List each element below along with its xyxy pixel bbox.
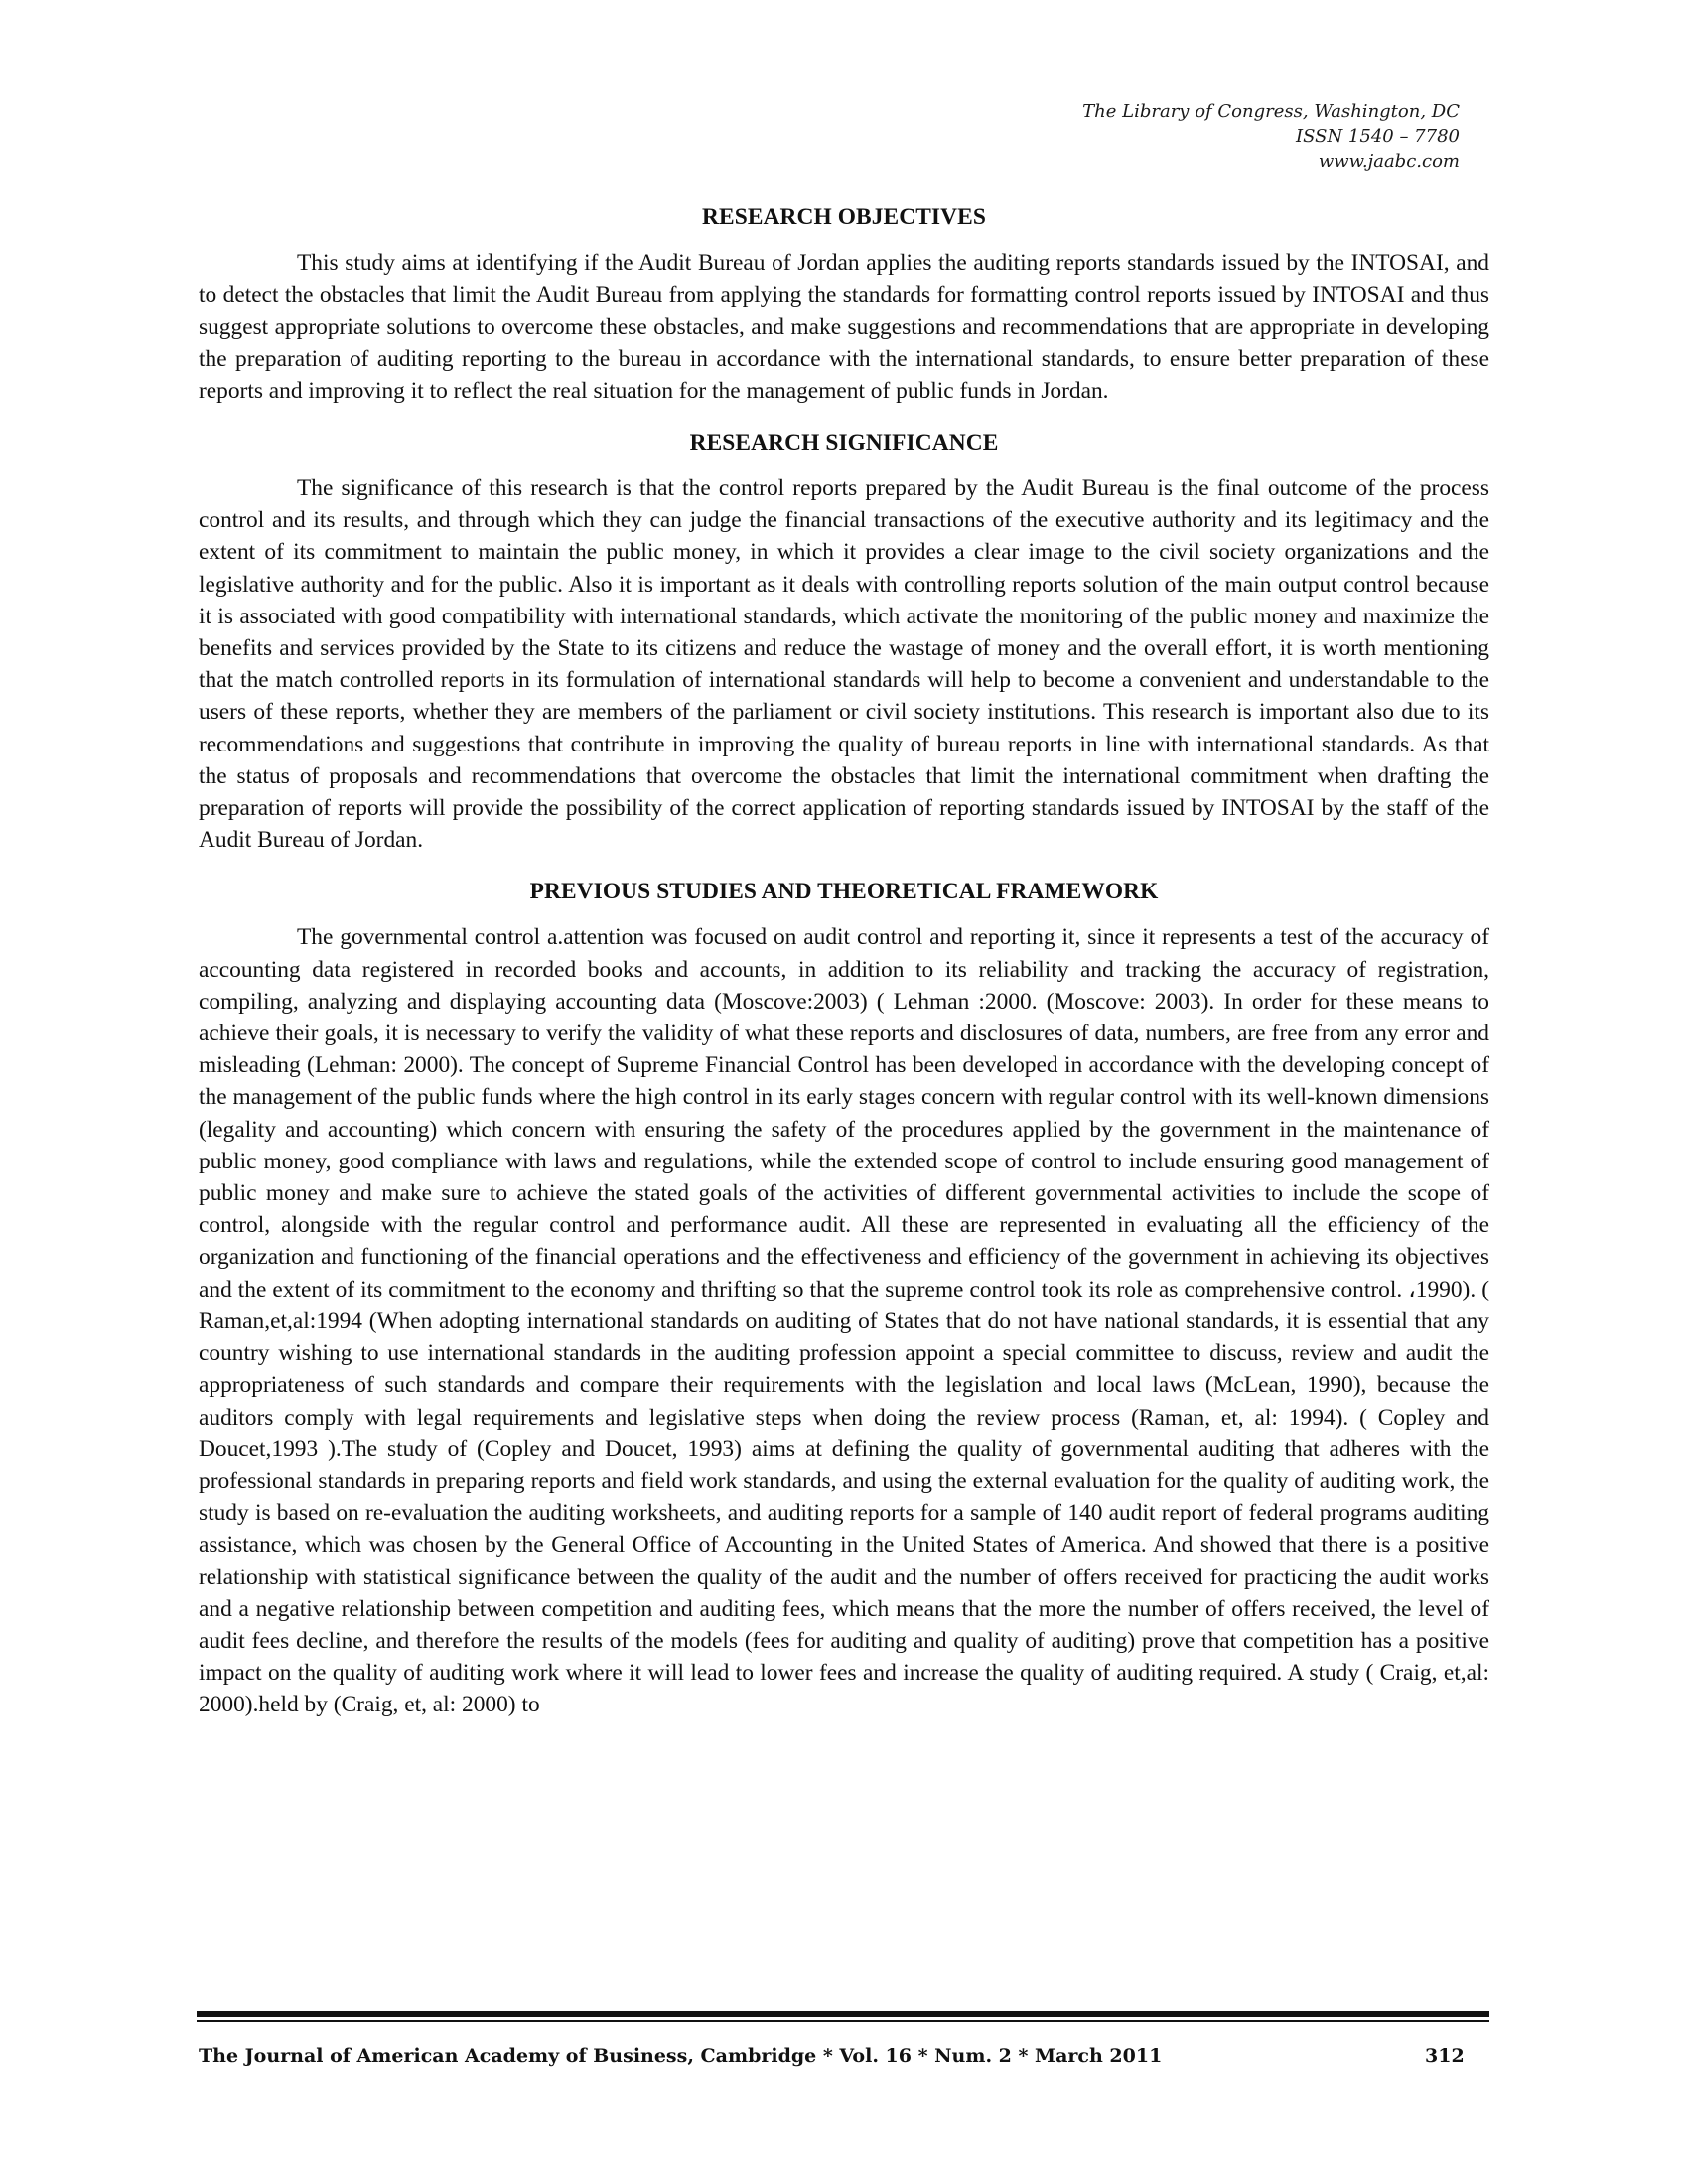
footer-journal-citation: The Journal of American Academy of Business, Cambridge * Vol. 16 * Num. 2 * March 2011 (199, 2045, 1163, 2067)
section-heading: PREVIOUS STUDIES AND THEORETICAL FRAMEWORK (529, 879, 1159, 905)
section-heading: RESEARCH SIGNIFICANCE (689, 430, 999, 457)
header-library-line: The Library of Congress, Washington, DC (1082, 101, 1460, 122)
footer-rule-thin (197, 2020, 1489, 2022)
page-number: 312 (1425, 2045, 1465, 2067)
footer-double-rule (197, 2011, 1489, 2023)
header-issn-line: ISSN 1540 – 7780 (1296, 126, 1460, 147)
article-body (199, 202, 1489, 1721)
section-research-objectives (199, 202, 1489, 407)
running-header (765, 99, 1460, 174)
section-heading: RESEARCH OBJECTIVES (702, 205, 986, 230)
section-previous-studies (199, 876, 1489, 1720)
header-website-line: www.jaabc.com (1318, 151, 1460, 172)
footer-rule-thick (197, 2011, 1489, 2017)
section-paragraph: The governmental control a.attention was focused on audit control and reporting it, since it represents a test of the accuracy of accounting data registered in recorded books and accounts, in addition to its reliability and tracking the accuracy of registration, compiling, analyzing and displaying accounting data (Moscove:2003) ( Lehman :2000. (Moscove: 2003). In order for these means to achieve their goals, it is necessary to verify the validity of what these reports and disclosures of data, numbers, are free from any error and misleading (Lehman: 2000). The concept of Supreme Financial Control has been developed in accordance with the developing concept of the management of the public funds where the high control in its early stages concern with regular control with its well-known dimensions (legality and accounting) which concern with ensuring the safety of the procedures applied by the government in the maintenance of public money, good compliance with laws and regulations, while the extended scope of control to include ensuring good management of public money and make sure to achieve the stated goals of the activities of different governmental activities to include the scope of control, alongside with the regular control and performance audit. All these are represented in evaluating all the efficiency of the organization and functioning of the financial operations and the effectiveness and efficiency of the government in achieving its objectives and the extent of its commitment to the economy and thrifting so that the supreme control took its role as comprehensive control. ،1990). ( Raman,et,al:1994 (When adopting international standards on auditing of States that do not have national standards, it is essential that any country wishing to use international standards in the auditing profession appoint a special committee to discuss, review and audit the appropriateness of such standards and compare their requirements with the legislation and local laws (McLean, 1990), because the auditors comply with legal requirements and legislative steps when doing the review process (Raman, et, al: 1994). ( Copley and Doucet,1993 ).The study of (Copley and Doucet, 1993) aims at defining the quality of governmental auditing that adheres with the professional standards in preparing reports and field work standards, and using the external evaluation for the quality of auditing work, the study is based on re-evaluation the auditing worksheets, and auditing reports for a sample of 140 audit report of federal programs auditing assistance, which was chosen by the General Office of Accounting in the United States of America. And showed that there is a positive relationship with statistical significance between the quality of the audit and the number of offers received for practicing the audit works and a negative relationship between competition and auditing fees, which means that the more the number of offers received, the level of audit fees decline, and therefore the results of the models (fees for auditing and quality of auditing) prove that competition has a positive impact on the quality of auditing work where it will lead to lower fees and increase the quality of auditing required. A study ( Craig, et,al: 2000).held by (Craig, et, al: 2000) to (199, 924, 1489, 1718)
section-research-significance (199, 427, 1489, 856)
section-paragraph: The significance of this research is that the control reports prepared by the Audit Bureau is the final outcome of the process control and its results, and through which they can judge the financial transactions of the executive authority and its legitimacy and the extent of its commitment to maintain the public money, in which it provides a clear image to the civil society organizations and the legislative authority and for the public. Also it is important as it deals with controlling reports solution of the main output control because it is associated with good compatibility with international standards, which activate the monitoring of the public money and maximize the benefits and services provided by the State to its citizens and reduce the wastage of money and the overall effort, it is worth mentioning that the match controlled reports in its formulation of international standards will help to become a convenient and understandable to the users of these reports, whether they are members of the parliament or civil society institutions. This research is important also due to its recommendations and suggestions that contribute in improving the quality of bureau reports in line with international standards. As that the status of proposals and recommendations that overcome the obstacles that limit the international commitment when drafting the preparation of reports will provide the possibility of the correct application of reporting standards issued by INTOSAI by the staff of the Audit Bureau of Jordan. (199, 476, 1489, 854)
section-paragraph: This study aims at identifying if the Audit Bureau of Jordan applies the auditing reports standards issued by the INTOSAI, and to detect the obstacles that limit the Audit Bureau from applying the standards for formatting control reports issued by INTOSAI and thus suggest appropriate solutions to overcome these obstacles, and make suggestions and recommendations that are appropriate in developing the preparation of auditing reporting to the bureau in accordance with the international standards, to ensure better preparation of these reports and improving it to reflect the real situation for the management of public funds in Jordan. (199, 250, 1489, 404)
